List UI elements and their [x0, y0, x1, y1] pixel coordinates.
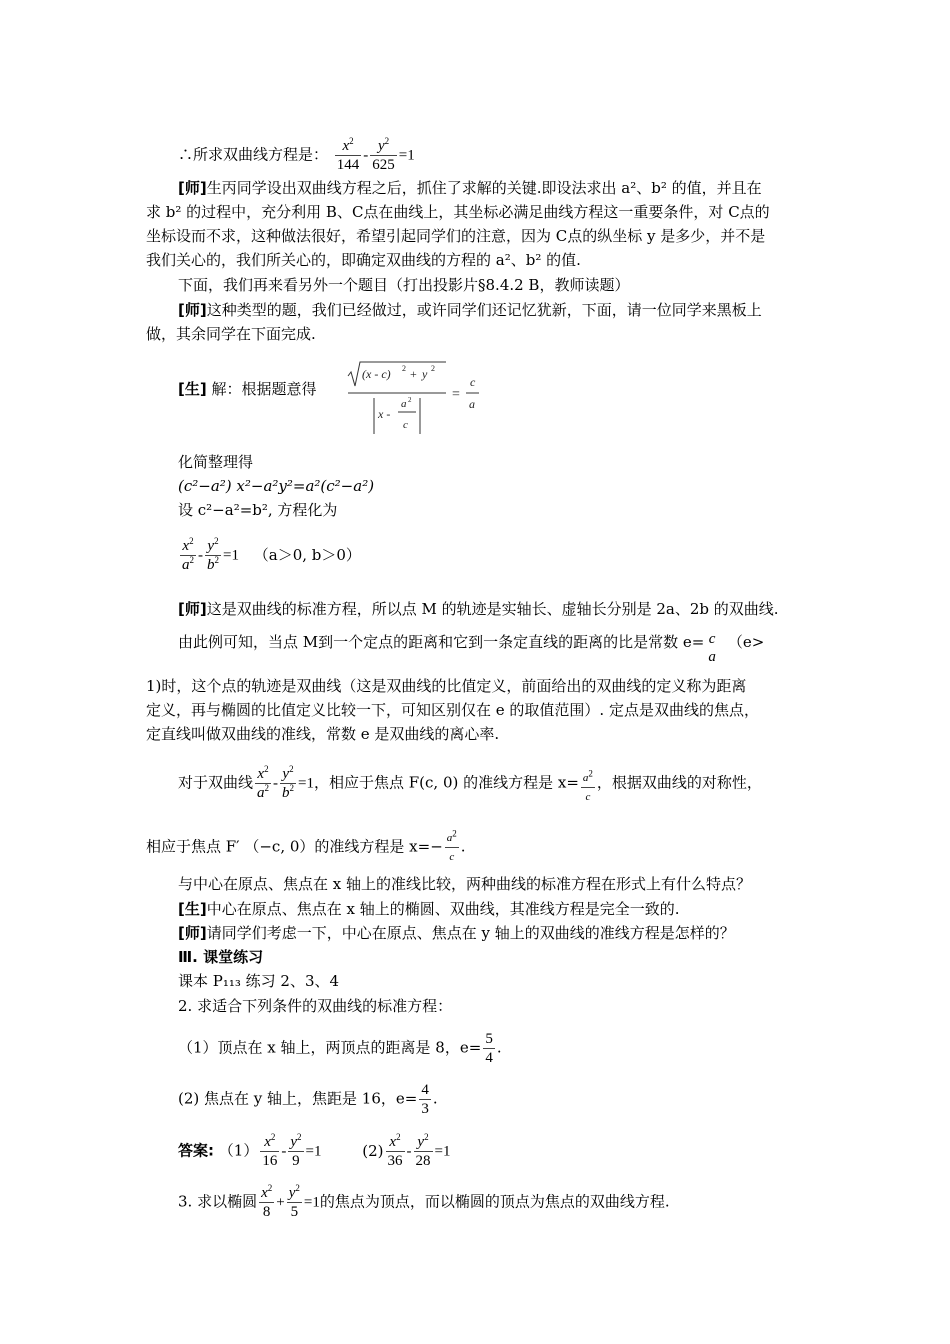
teacher-instruction-line-1 [178, 299, 762, 321]
directrix-line-1: 对于双曲线 $\frac{x^2}{a^2}$ - $\frac{y^2}{b^2}$ =1，相应于焦点 F(c, 0) 的准线方程是 x= $\frac{a^2}{c}$ ，根据双曲线的对称性， [178, 765, 762, 806]
exercise-3-text-a: 3. 求以椭圆 [178, 1192, 258, 1211]
fraction-a2-c: $\frac{a^2}{c}$ [446, 828, 457, 863]
therefore-text: ∴所求双曲线方程是： [178, 145, 329, 164]
fraction-4-3: $\frac{4}{3}$ [421, 1082, 429, 1117]
equals-one: =1 [398, 147, 415, 164]
student-answer-line [178, 898, 680, 920]
definition-line-4: 定直线叫做双曲线的准线，常数 e 是双曲线的离心率. [146, 725, 500, 743]
fraction-a2-c: $\frac{a^2}{c}$ [582, 767, 593, 803]
directrix-text-b: ，相应于焦点 F(c, 0) 的准线方程是 x= [313, 773, 579, 792]
student-tag: [生] [178, 900, 207, 918]
definition-text: 由此例可知，当点 M到一个定点的距离和它到一条定直线的距离的比是常数 e= [178, 633, 705, 651]
standard-equation-line: $\frac{x^2}{a^2}$ - $\frac{y^2}{b^2}$ =1 （a＞0, b＞0） [182, 536, 361, 573]
fraction-x2-16: $\frac{x^2}{16}$ [262, 1132, 278, 1169]
definition-line-2: 1)时，这个点的轨迹是双曲线（这是双曲线的比值定义，前面给出的双曲线的定义称为距离 [146, 677, 747, 695]
teacher-standard-line [178, 598, 779, 620]
teacher-question-line [178, 922, 735, 944]
fraction-c-a: c a [708, 631, 716, 665]
teacher-tag: [师] [178, 179, 207, 197]
fraction-x2-144: $\frac{x^2}{144}$ [336, 136, 360, 173]
student-text: 解：根据题意得 [211, 380, 317, 398]
compare-question: 与中心在原点、焦点在 x 轴上的准线比较，两种曲线的标准方程在形式上有什么特点？ [178, 875, 751, 893]
teacher-text: 请同学们考虑一下，中心在原点、焦点在 y 轴上的双曲线的准线方程是怎样的？ [206, 924, 735, 942]
svg-text:=: = [452, 387, 460, 402]
teacher-comment-line-4: 我们关心的，我们所关心的，即确定双曲线的方程的 a²、b² 的值. [146, 251, 581, 269]
svg-text:y: y [422, 367, 428, 381]
fraction-x2-a2: $\frac{x^2}{a^2}$ [257, 764, 270, 801]
definition-line-1 [178, 630, 764, 666]
svg-text:a: a [469, 397, 475, 411]
definition-cond: （e> [727, 633, 765, 651]
substitution-line: 设 c²−a²=b², 方程化为 [178, 501, 338, 519]
next-problem-line: 下面，我们再来看另外一个题目（打出投影片§8.4.2 B，教师读题） [178, 276, 630, 294]
answer-label: 答案: [178, 1141, 214, 1160]
teacher-comment-line-3: 坐标设而不求，这种做法很好，希望引起同学们的注意，因为 C点的纵坐标 y 是多少，并不是 [146, 227, 766, 245]
fraction-y2-b2: $\frac{y^2}{b^2}$ [207, 536, 219, 573]
exercise-2-prompt: 2. 求适合下列条件的双曲线的标准方程： [178, 997, 453, 1015]
fraction-x2-36: $\frac{x^2}{36}$ [387, 1132, 403, 1169]
ratio-formula-graphic [346, 360, 481, 436]
textbook-reference: 课本 P₁₁₃ 练习 2、3、4 [178, 972, 340, 990]
fraction-x2-a2: $\frac{x^2}{a^2}$ [182, 536, 194, 573]
period: . [496, 1038, 502, 1057]
svg-text:2: 2 [408, 396, 412, 404]
svg-text:x -: x - [378, 407, 391, 421]
definition-line-3: 定义，再与椭圆的比值定义比较一下，可知区别仅在 e 的取值范围）. 定点是双曲线的焦点， [146, 701, 759, 719]
answers-line: 答案: （1） $\frac{x^2}{16}$ - $\frac{y^2}{9}$ =1 (2) $\frac{x^2}{36}$ - $\frac{y^2}{28}$ =1 [178, 1132, 451, 1169]
student-text: 中心在原点、焦点在 x 轴上的椭圆、双曲线，其准线方程是完全一致的. [206, 900, 680, 918]
part-2-text: (2) 焦点在 y 轴上，焦距是 16，e= [178, 1089, 418, 1108]
teacher-instruction-line-2: 做，其余同学在下面完成. [146, 325, 316, 343]
directrix2-text: 相应于焦点 F′ （−c, 0）的准线方程是 x=− [146, 837, 443, 856]
student-tag: [生] [178, 380, 207, 398]
directrix-text-a: 对于双曲线 [178, 773, 254, 792]
simplified-equation: (c²−a²) x²−a²y²=a²(c²−a²) [178, 477, 375, 495]
condition-text: （a＞0, b＞0） [253, 545, 361, 564]
exercise-2-part-1 [178, 1030, 502, 1067]
part-1-text: （1）顶点在 x 轴上，两顶点的距离是 8，e= [178, 1038, 482, 1057]
period: . [432, 1089, 438, 1108]
student-solution-line [178, 378, 317, 400]
answer-1-label: （1） [218, 1141, 259, 1160]
fraction-y2-625: $\frac{y^2}{625}$ [372, 136, 395, 173]
fraction-y2-5: $\frac{y^2}{5}$ [288, 1183, 300, 1220]
exercise-3-line: 3. 求以椭圆 $\frac{x^2}{8}$ + $\frac{y^2}{5}$ =1的焦点为顶点，而以椭圆的顶点为焦点的双曲线方程. [178, 1183, 670, 1220]
teacher-comment-line-1 [178, 177, 762, 199]
simplify-line: 化简整理得 [178, 453, 254, 471]
fraction-y2-9: $\frac{y^2}{9}$ [290, 1132, 302, 1169]
period: . [460, 837, 466, 856]
teacher-tag: [师] [178, 600, 207, 618]
final-equation-line: ∴所求双曲线方程是： $\frac{x^2}{144}$ - $\frac{y^2}{625}$ =1 [178, 136, 415, 173]
exercise-3-text-b: 的焦点为顶点，而以椭圆的顶点为焦点的双曲线方程. [319, 1192, 670, 1211]
exercise-2-part-2 [178, 1081, 438, 1118]
svg-text:(x - c): (x - c) [362, 367, 391, 381]
svg-text:2: 2 [402, 364, 406, 373]
svg-text:c: c [403, 419, 408, 431]
ratio-equation [346, 360, 481, 436]
section-heading: Ⅲ. 课堂练习 [178, 948, 264, 966]
svg-text:2: 2 [431, 364, 435, 373]
svg-text:+: + [410, 367, 417, 381]
fraction-y2-28: $\frac{y^2}{28}$ [415, 1132, 431, 1169]
svg-text:a: a [401, 398, 407, 410]
fraction-5-4: $\frac{5}{4}$ [485, 1031, 493, 1066]
teacher-text: 这种类型的题，我们已经做过，或许同学们还记忆犹新，下面，请一位同学来黑板上 [206, 301, 762, 319]
directrix-line-2 [146, 829, 466, 866]
fraction-y2-b2: $\frac{y^2}{b^2}$ [282, 764, 295, 801]
teacher-tag: [师] [178, 301, 207, 319]
fraction-x2-8: $\frac{x^2}{8}$ [261, 1183, 273, 1220]
answer-2-label: (2) [362, 1141, 384, 1160]
teacher-text: 这是双曲线的标准方程，所以点 M 的轨迹是实轴长、虚轴长分别是 2a、2b 的双曲线. [206, 600, 779, 618]
teacher-text: 生丙同学设出双曲线方程之后，抓住了求解的关键.即设法求出 a²、b² 的值，并且在 [206, 179, 762, 197]
teacher-comment-line-2: 求 b² 的过程中，充分利用 B、C点在曲线上，其坐标必满足曲线方程这一重要条件，对 C点的 [146, 203, 770, 221]
directrix-text-c: ，根据双曲线的对称性， [596, 773, 762, 792]
teacher-tag: [师] [178, 924, 207, 942]
svg-text:c: c [470, 375, 476, 389]
